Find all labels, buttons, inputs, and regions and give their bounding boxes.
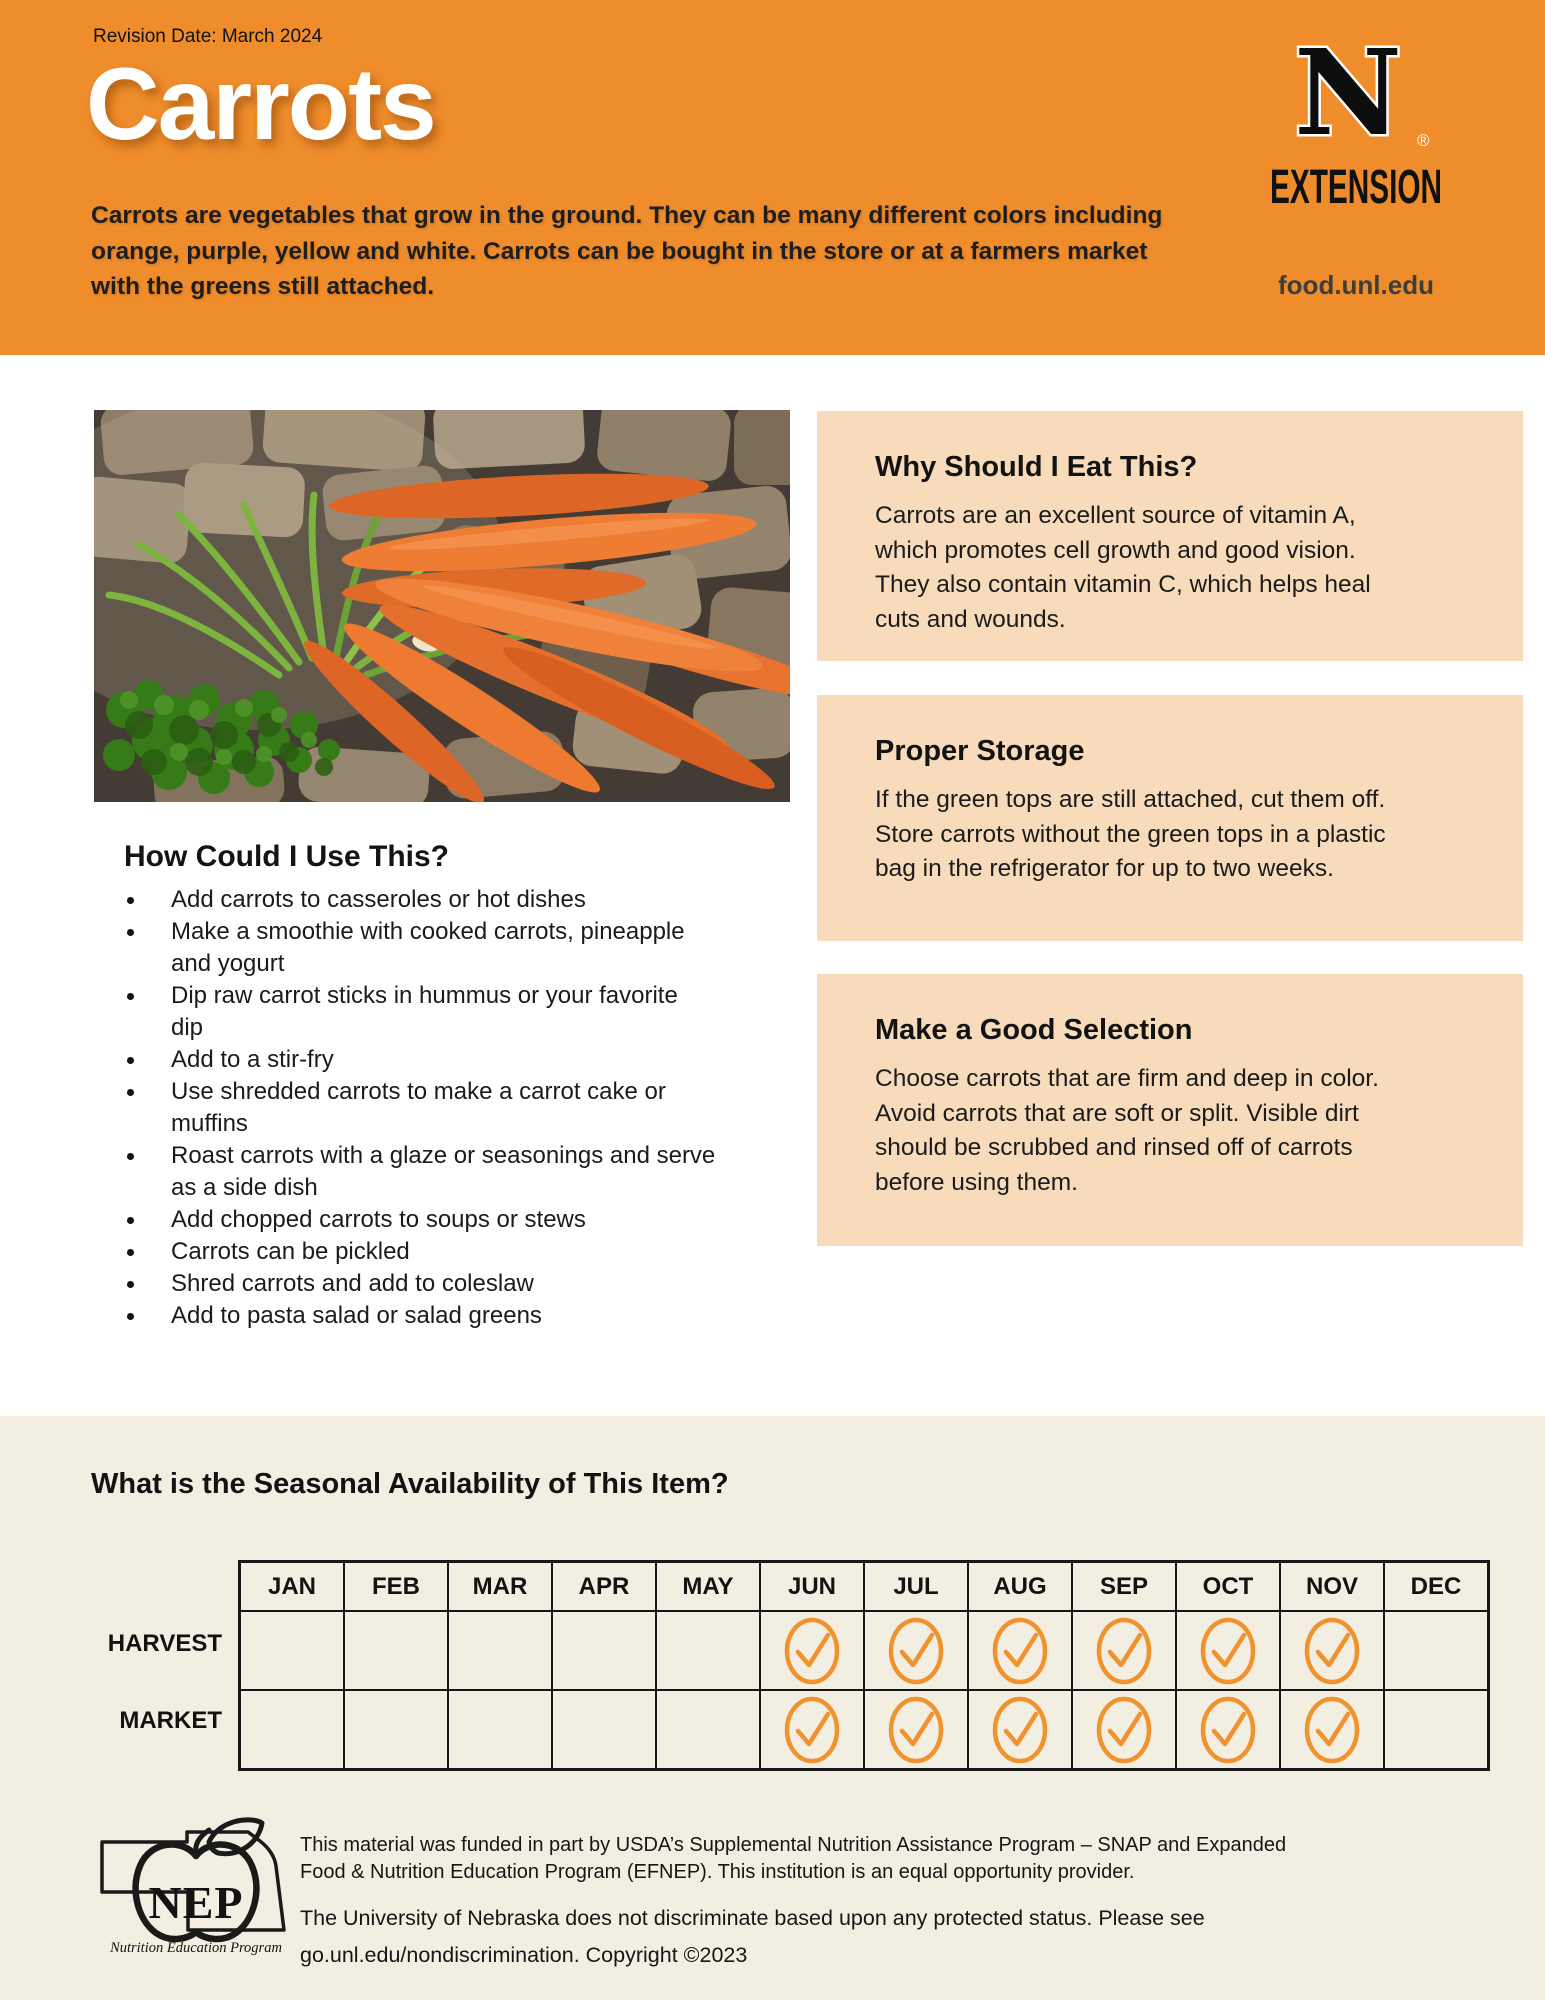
check-icon	[887, 1695, 945, 1765]
month-cell-empty	[552, 1690, 656, 1770]
nebraska-n-logo-icon	[1284, 34, 1430, 156]
month-header: FEB	[344, 1562, 448, 1612]
info-box-why-eat	[817, 411, 1523, 661]
month-cell-empty	[448, 1611, 552, 1690]
usage-list-item: Make a smoothie with cooked carrots, pineapple and yogurt	[125, 916, 716, 980]
info-box-storage	[817, 695, 1523, 941]
site-url: food.unl.edu	[1278, 270, 1434, 300]
check-icon	[1303, 1616, 1361, 1686]
usage-heading: How Could I Use This?	[124, 840, 450, 873]
month-header: JAN	[240, 1562, 345, 1612]
page-title: Carrots	[86, 47, 435, 161]
info-box-selection	[817, 974, 1523, 1246]
month-header: MAR	[448, 1562, 552, 1612]
month-header: OCT	[1176, 1562, 1280, 1612]
month-header: MAY	[656, 1562, 760, 1612]
month-header: JUL	[864, 1562, 968, 1612]
month-cell-checked	[760, 1611, 864, 1690]
funding-statement: This material was funded in part by USDA’s Supplemental Nutrition Assistance Program – SNAP and Expanded Food & Nutrition Education Program (EFNEP). This institution is an equal opportunity provider.	[300, 1834, 1287, 1883]
market-row-label: MARKET	[119, 1707, 222, 1734]
seasonal-heading: What is the Seasonal Availability of This Item?	[91, 1468, 729, 1500]
check-icon	[783, 1616, 841, 1686]
harvest-row-label: HARVEST	[107, 1630, 222, 1657]
n-letter: N	[1294, 34, 1402, 156]
check-icon	[887, 1616, 945, 1686]
month-header: DEC	[1384, 1562, 1489, 1612]
month-cell-empty	[448, 1690, 552, 1770]
intro-paragraph: Carrots are vegetables that grow in the ground. They can be many different colors including orange, purple, yellow and white. Carrots can be bought in the store or at a farmers market with the greens still attached.	[91, 202, 1163, 300]
month-cell-checked	[1176, 1690, 1280, 1770]
nondiscrimination-statement: The University of Nebraska does not discriminate based upon any protected status. Please see go.unl.edu/nondiscrimination. Copyright ©2023	[300, 1906, 1205, 1967]
usage-list-item: Roast carrots with a glaze or seasonings and serve as a side dish	[125, 1140, 716, 1204]
header-banner	[0, 0, 1545, 355]
check-icon	[1199, 1695, 1257, 1765]
info-box-heading: Proper Storage	[875, 735, 1085, 767]
usage-list-item: Carrots can be pickled	[125, 1236, 716, 1268]
usage-list-item: Add to a stir-fry	[125, 1044, 716, 1076]
month-cell-empty	[1384, 1690, 1489, 1770]
month-header: SEP	[1072, 1562, 1176, 1612]
usage-list-item: Add to pasta salad or salad greens	[125, 1300, 716, 1332]
month-cell-checked	[968, 1611, 1072, 1690]
usage-list-item: Use shredded carrots to make a carrot cake or muffins	[125, 1076, 716, 1140]
check-icon	[1199, 1616, 1257, 1686]
month-cell-checked	[864, 1690, 968, 1770]
month-cell-empty	[1384, 1611, 1489, 1690]
month-cell-empty	[240, 1611, 345, 1690]
seasonal-table	[238, 1560, 1490, 1771]
seasonal-row	[240, 1611, 1489, 1690]
check-icon	[991, 1616, 1049, 1686]
info-box-heading: Make a Good Selection	[875, 1014, 1193, 1046]
check-icon	[1095, 1616, 1153, 1686]
month-cell-checked	[760, 1690, 864, 1770]
month-cell-checked	[1072, 1690, 1176, 1770]
month-cell-empty	[552, 1611, 656, 1690]
month-cell-empty	[656, 1690, 760, 1770]
month-cell-checked	[1176, 1611, 1280, 1690]
month-header: APR	[552, 1562, 656, 1612]
usage-list-item: Add carrots to casseroles or hot dishes	[125, 884, 716, 916]
usage-list-item: Dip raw carrot sticks in hummus or your favorite dip	[125, 980, 716, 1044]
nep-full-name: Nutrition Education Program	[110, 1940, 282, 1956]
check-icon	[1303, 1695, 1361, 1765]
seasonal-row	[240, 1690, 1489, 1770]
month-header: NOV	[1280, 1562, 1384, 1612]
usage-list-item: Shred carrots and add to coleslaw	[125, 1268, 716, 1300]
registered-mark-icon: ®	[1417, 131, 1430, 150]
month-cell-empty	[344, 1611, 448, 1690]
month-cell-empty	[344, 1690, 448, 1770]
extension-wordmark: EXTENSION	[1270, 161, 1442, 214]
month-cell-checked	[1280, 1690, 1384, 1770]
month-cell-checked	[1280, 1611, 1384, 1690]
nep-logo-icon	[90, 1812, 305, 1970]
month-cell-empty	[656, 1611, 760, 1690]
info-box-body: Choose carrots that are firm and deep in color. Avoid carrots that are soft or split. Visible dirt should be scrubbed and rinsed off of carrots before using them.	[875, 1065, 1379, 1196]
revision-date: Revision Date: March 2024	[93, 26, 323, 47]
nep-abbr: NEP	[148, 1877, 244, 1928]
month-cell-checked	[864, 1611, 968, 1690]
usage-list	[125, 884, 716, 1332]
info-box-heading: Why Should I Eat This?	[875, 451, 1198, 483]
month-cell-checked	[1072, 1611, 1176, 1690]
info-box-body: If the green tops are still attached, cut them off. Store carrots without the green tops in a plastic bag in the refrigerator for up to two weeks.	[875, 786, 1386, 882]
month-header: AUG	[968, 1562, 1072, 1612]
check-icon	[991, 1695, 1049, 1765]
check-icon	[1095, 1695, 1153, 1765]
carrots-photo	[94, 410, 790, 802]
check-icon	[783, 1695, 841, 1765]
month-cell-checked	[968, 1690, 1072, 1770]
month-header: JUN	[760, 1562, 864, 1612]
usage-list-item: Add chopped carrots to soups or stews	[125, 1204, 716, 1236]
info-box-body: Carrots are an excellent source of vitamin A, which promotes cell growth and good vision. They also contain vitamin C, which helps heal cuts and wounds.	[875, 502, 1371, 633]
month-cell-empty	[240, 1690, 345, 1770]
